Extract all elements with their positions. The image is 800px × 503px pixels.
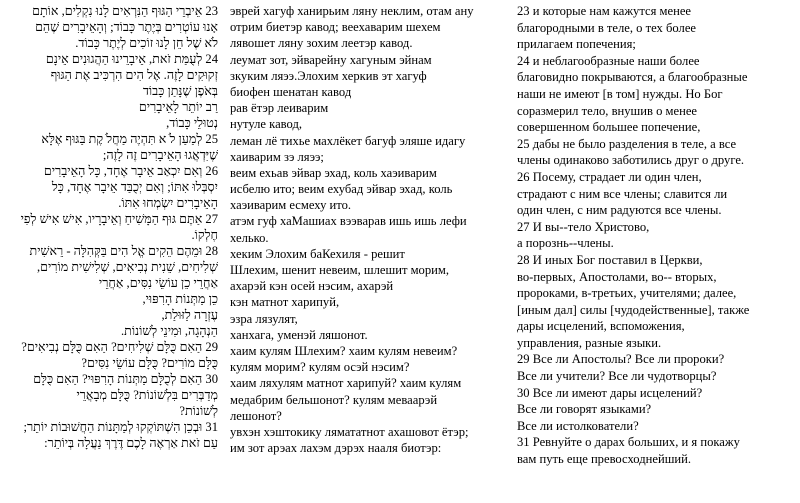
hebrew-verse-line: 28 וּמֵהֶם הֵקִים אֱל הִים בַּקְּהִלָּה - רֵאשִׁית: [29, 244, 218, 258]
russian-verse-line: во-первых, Апостолами, во-- вторых,: [517, 269, 717, 284]
transliteration-line: эврей хагуф ханирьим ляну неклим, отам ану: [230, 4, 474, 18]
hebrew-verse-line: 26 וְאִם יִכְאַב אֵיבָר אֶחָד, כָּל הָאֵיבָרִים: [43, 164, 218, 178]
transliteration-line: ахарэй кэн осей нэсим, ахарэй: [230, 279, 394, 294]
russian-verse-line: соразмерил тело, внушив о менее: [517, 103, 698, 118]
transliteration-line: хаиварим зэ ляээ;: [230, 149, 324, 164]
russian-verse-line: 24 и неблагообразные наши более: [517, 53, 700, 68]
hebrew-verse-line: 23 אֵיבְרֵי הַגּוּף הַנִּרְאִים לָנוּ נִקְלִים, אוֹתָם: [32, 4, 218, 18]
hebrew-verse-line: נְטוּלֵי כָּבוֹד,: [166, 116, 218, 130]
hebrew-verse-line: לֹא שֶׁל חֵן לָנוּ זוֹכִים לְיֶתֶר כָּבוֹד.: [75, 36, 218, 50]
transliteration-line: веим ехьав эйвар эхад, коль хаэиварим: [230, 165, 437, 180]
russian-verse-line: [иным дал] силы [чудодейственные], также: [517, 302, 750, 317]
hebrew-verse-line: חֶלְקוֹ.: [191, 228, 218, 242]
russian-verse-line: Все ли истолкователи?: [517, 418, 639, 433]
russian-verse-line: 23 и которые нам кажутся менее: [517, 4, 691, 18]
russian-verse-line: 27 И вы--тело Христово,: [517, 219, 650, 234]
transliteration-line: лешонот?: [230, 408, 282, 423]
russian-verse-line: Все ли учители? Все ли чудотворцы?: [517, 369, 717, 384]
transliteration-line: отрим биетэр кавод; веехаварим шехем: [230, 20, 441, 35]
russian-verse-line: наши не имеют [в том] нужды. Но Бог: [517, 86, 723, 101]
hebrew-verse-line: יִסְבְּלוּ אִתּוֹ; וְאִם יְכֻבַּד אֵיבָר אֶחָד, כָּל: [51, 180, 218, 194]
transliteration-line: медабрим бельшонот? кулям меваарэй: [230, 392, 438, 407]
hebrew-verse-line: מְדַבְּרִים בִּלְשׁוֹנוֹת? כֻּלָּם מְבָאֲרֵי: [76, 388, 218, 402]
russian-verse-line: пророками, в-третьих, учителями; далее,: [517, 286, 737, 301]
hebrew-verse-line: כֵן מַתְּנוֹת הָרִפּוּי,: [142, 292, 218, 306]
russian-verse-line: 29 Все ли Апостолы? Все ли пророки?: [517, 352, 725, 367]
transliteration-line: им зот арэах лахэм дэрэх нааля биотэр:: [230, 441, 442, 456]
transliteration-line: рав ётэр леиварим: [230, 101, 329, 116]
hebrew-verse-line: עֶזְרָה לַזּוּלַת,: [161, 308, 218, 322]
transliteration-line: нутуле кавод,: [230, 117, 303, 132]
transliteration-line: леман лё тихье махлёкет багуф эляше идагу: [230, 133, 466, 148]
russian-verse-line: дары исцелений, вспоможения,: [517, 319, 685, 334]
hebrew-verse-line: כֻּלָּם מוֹרִים? כֻּלָּם עוֹשֵׂי נִסִּים?: [81, 356, 218, 370]
russian-verse-line: Все ли говорят языками?: [517, 402, 652, 417]
transliteration-line: Шлехим, шенит невеим, шлешит морим,: [230, 263, 450, 277]
transliteration-line: атэм гуф хаМашиах вээварав ишь ишь лефи: [230, 214, 467, 229]
russian-translation-column: [517, 0, 798, 503]
russian-verse-line: а порознь--члены.: [517, 236, 614, 251]
hebrew-verse-line: הָאֵיבָרִים יִשְׂמְחוּ אִתּוֹ.: [118, 196, 218, 210]
russian-verse-line: 30 Все ли имеют дары исцелений?: [517, 385, 703, 400]
russian-verse-line: прилагаем попечения;: [517, 37, 636, 52]
russian-verse-line: благородными в теле, о тех более: [517, 20, 696, 35]
hebrew-verse-line: 29 הַאִם כֻּלָּם שְׁלִיחִים? הַאִם כֻּלָּם נְבִיאִים?: [21, 340, 218, 354]
hebrew-verse-line: רַב יוֹתֵר לָאֵיבָרִים: [138, 100, 218, 114]
transliteration-line: эзра лязулят,: [230, 311, 298, 326]
transliteration-line: лявошет ляну зохим леетэр кавод.: [230, 36, 413, 51]
hebrew-verse-line: בְּאֹפֶן שֶׁנָּתַן כָּבוֹד: [142, 84, 218, 98]
hebrew-verse-line: 24 לְעֻמַּת זֹאת, אֵיבָרֵינוּ הַהֲגוּנִים אֵינָם: [45, 52, 218, 66]
transliteration-line: ханхага, уменэй ляшонот.: [230, 327, 368, 342]
transliteration-line: кэн матнот харипуй,: [230, 295, 340, 310]
hebrew-verse-line: אָנוּ עוֹטְרִים בְּיֶתֶר כָּבוֹד; וְהָאֵיבָרִים שֶׁהֵם: [35, 20, 218, 34]
russian-verse-line: управления, разные языки.: [517, 335, 662, 350]
hebrew-verse-line: זְקוּקִים לָזֶה. אֶל הִים הִרְכִּיב אֶת הַגּוּף: [50, 68, 218, 82]
transliteration-line: кулям морим? кулям осэй нэсим?: [230, 360, 410, 375]
transliteration-line: леумат зот, эйварейну хагуным эйнам: [230, 52, 432, 67]
russian-verse-line: 28 И иных Бог поставил в Церкви,: [517, 252, 703, 267]
russian-verse-line: страдают с ним все члены; славится ли: [517, 186, 728, 201]
transliteration-column: [230, 0, 512, 503]
transliteration-line: зкуким ляээ.Элохим херкив эт хагуф: [230, 68, 427, 83]
russian-verse-line: члены одинаково заботились друг о друге.: [517, 153, 745, 168]
transliteration-line: хелько.: [230, 230, 269, 245]
hebrew-verse-line: 25 לְמַעַן לֹ א תִּהְיֶה מַחֲלֹ קֶת בַּגּוּף אֶלָּא: [41, 132, 218, 146]
russian-verse-line: 26 Посему, страдает ли один член,: [517, 169, 702, 184]
hebrew-verse-line: 27 אַתֶּם גּוּף הַמָּשִׁיחַ וְאֵיבָרָיו, אִישׁ אִישׁ לְפִי: [20, 212, 218, 226]
transliteration-line: хеким Элохим баКехиля - решит: [230, 246, 405, 261]
hebrew-text-column: [2, 0, 218, 503]
hebrew-verse-line: 31 וּבְכֵן הִשְׁתּוֹקְקוּ לְמַתָּנוֹת הַחֲשׁוּבוֹת יוֹתֵר;: [23, 420, 218, 434]
russian-verse-line: один член, с ним радуются все члены.: [517, 203, 722, 218]
russian-verse-line: вам путь еще превосходнейший.: [517, 452, 692, 467]
hebrew-verse-line: עַם זֹאת אַרְאֶה לָכֶם דֶּרֶךְ נַעֲלָה בְּיוֹתֵר:: [44, 436, 218, 450]
russian-verse-line: благовидно покрываются, а благообразные: [517, 70, 748, 85]
russian-verse-line: совершенном большее попечение,: [517, 120, 701, 135]
hebrew-verse-line: אַחֲרֵי כֵן עוֹשֵׂי נִסִּים, אַחֲרֵי: [98, 276, 218, 290]
hebrew-verse-line: שְׁלִיחִים, שֵׁנִית נְבִיאִים, שְׁלִישִׁית מוֹרִים,: [37, 260, 218, 274]
hebrew-verse-line: לְשׁוֹנוֹת?: [179, 404, 218, 418]
hebrew-verse-line: הַנְהָגָה, וּמִינֵי לְשׁוֹנוֹת.: [121, 324, 218, 338]
transliteration-line: исбелю ито; веим ехубад эйвар эхад, коль: [230, 182, 453, 197]
russian-verse-line: 31 Ревнуйте о дарах больших, и я покажу: [517, 435, 740, 450]
hebrew-verse-line: 30 הַאִם לְכֻלָּם מַתְּנוֹת הָרִפּוּי? הַאִם כֻּלָּם: [33, 372, 218, 386]
hebrew-verse-line: שֶׁיִּדְאֲגוּ הָאֵיבָרִים זֶה לָזֶה;: [102, 148, 218, 162]
transliteration-line: хаим ляхулям матнот харипуй? хаим кулям: [230, 376, 462, 391]
transliteration-line: хаим кулям Шлехим? хаим кулям невеим?: [230, 343, 458, 358]
transliteration-line: хаэиварим есмеху ито.: [230, 198, 352, 213]
russian-verse-line: 25 дабы не было разделения в теле, а все: [517, 136, 737, 151]
transliteration-line: увхэн хэштокику лямататнот ахашовот ётэр;: [230, 424, 469, 439]
transliteration-line: биофен шенатан кавод: [230, 84, 352, 99]
